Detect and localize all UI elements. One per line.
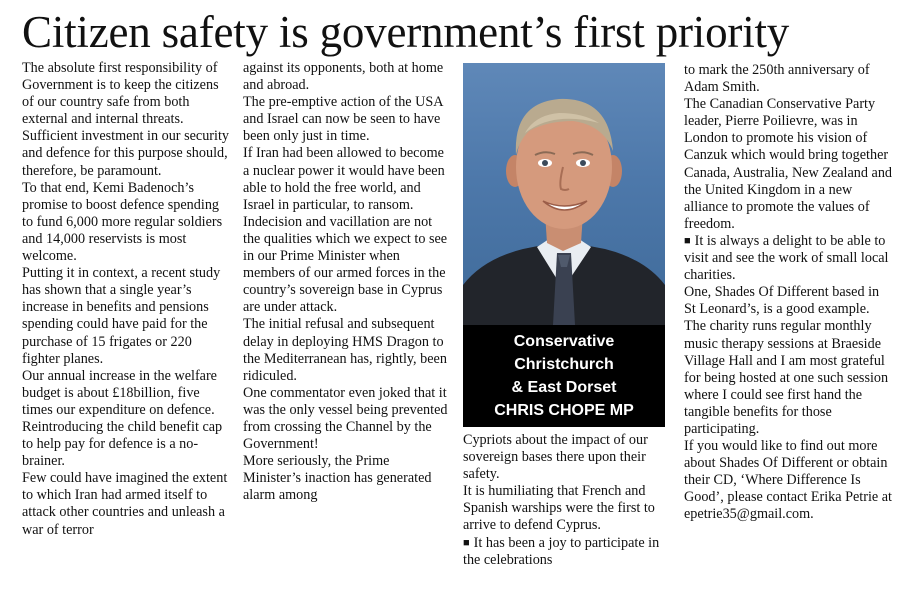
- paragraph: The Canadian Conservative Party leader, Pierre Poilievre, was in London to promote his vision of Canzuk which would bring together Canada, Australia, New Zealand and the United Kingdom in a new alliance to promote the values of freedom.: [684, 96, 893, 232]
- paragraph: [684, 233, 894, 284]
- paragraph: If you would like to find out more about Shades Of Different or obtain their CD, ‘Where Difference Is Good’, please contact Erika Petrie at epetrie35@gmail.com.: [684, 438, 892, 523]
- author-portrait-illustration: [463, 63, 665, 325]
- article-column-1: [22, 60, 230, 539]
- author-photo: [463, 63, 665, 325]
- paragraph: Indecision and vacillation are not the qualities which we expect to see in our Prime Minister when members of our armed forces in the country’s sovereign base in Cyprus are under attack.: [243, 213, 448, 316]
- caption-party: Conservative: [513, 333, 615, 350]
- paragraph: The absolute first responsibility of Government is to keep the citizens of our country safe from both external and internal threats.: [22, 60, 219, 128]
- paragraph: [463, 535, 671, 569]
- paragraph: The charity runs regular monthly music therapy sessions at Braeside Village Hall and I am most grateful for being hosted at one such session where I could see first hand the tangible benefits for those participating.: [684, 318, 889, 437]
- paragraph: One commentator even joked that it was the only vessel being prevented from crossing the Channel by the Government!: [243, 384, 448, 453]
- article-column-4: [684, 62, 894, 524]
- article-column-2: [243, 60, 451, 504]
- paragraph: Cypriots about the impact of our sovereign bases there upon their safety.: [463, 432, 648, 483]
- paragraph: To that end, Kemi Badenoch’s promise to boost defence spending to fund 6,000 more regular soldiers and 14,000 reservists is most welcome.: [22, 179, 223, 265]
- paragraph: Our annual increase in the welfare budget is about £18billion, five times our expenditure on defence.: [22, 367, 217, 418]
- paragraph: to mark the 250th anniversary of Adam Smith.: [684, 62, 870, 96]
- paragraph-text: It has been a joy to participate in the celebrations: [463, 534, 660, 568]
- author-caption: [463, 325, 665, 427]
- paragraph: Few could have imagined the extent to which Iran had armed itself to attack other countries and unleash a war of terror: [22, 470, 228, 538]
- square-bullet-icon: ■: [684, 234, 691, 247]
- square-bullet-icon: ■: [463, 536, 470, 549]
- paragraph: One, Shades Of Different based in St Leonard’s, is a good example.: [684, 284, 880, 318]
- paragraph: Putting it in context, a recent study has shown that a single year’s increase in benefits and pensions spending could have paid for the purchase of 15 frigates or 220 fighter planes.: [22, 265, 221, 367]
- paragraph: It is humiliating that French and Spanish warships were the first to arrive to defend Cyprus.: [463, 483, 655, 534]
- paragraph: Reintroducing the child benefit cap to help pay for defence is a no-brainer.: [22, 418, 223, 470]
- paragraph-text: It is always a delight to be able to visit and see the work of small local charities.: [684, 232, 889, 284]
- headline: Citizen safety is government’s first priority: [22, 7, 790, 57]
- caption-constituency: Christchurch: [514, 356, 614, 373]
- paragraph: If Iran had been allowed to become a nuclear power it would have been able to hold the free world, and Israel in particular, to ransom.: [243, 145, 445, 213]
- paragraph: against its opponents, both at home and abroad.: [243, 60, 444, 94]
- caption-constituency-2: & East Dorset: [511, 379, 617, 396]
- paragraph: More seriously, the Prime Minister’s inaction has generated alarm among: [243, 453, 432, 504]
- paragraph: The pre-emptive action of the USA and Israel can now be seen to have been only just in time.: [243, 94, 443, 145]
- paragraph: The initial refusal and subsequent delay in deploying HMS Dragon to the Mediterranean has, rightly, been ridiculed.: [243, 316, 447, 384]
- article-column-3: [463, 432, 671, 569]
- paragraph: Sufficient investment in our security and defence for this purpose should, therefore, be paramount.: [22, 128, 229, 179]
- caption-author-name: CHRIS CHOPE MP: [494, 402, 634, 419]
